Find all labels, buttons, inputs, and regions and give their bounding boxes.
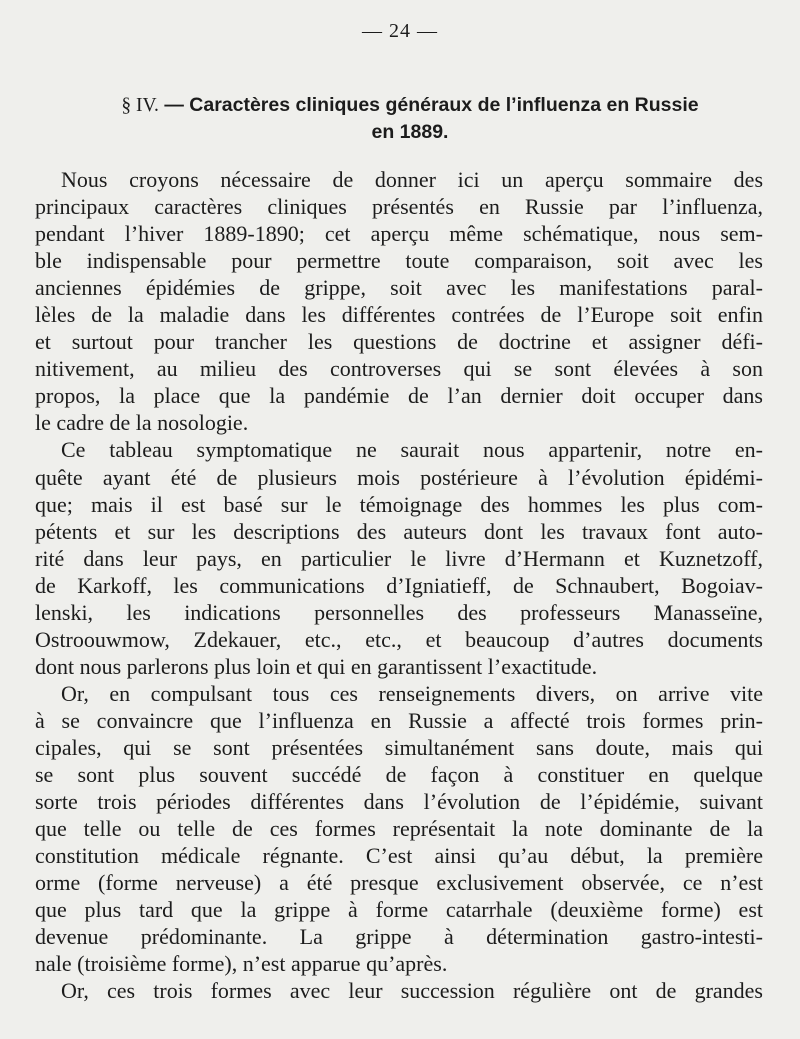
text-line: pétents et sur les descriptions des auteurs dont les travaux font auto- — [35, 518, 763, 544]
text-line: nitivement, au milieu des controverses qui se sont élevées à son — [35, 356, 763, 382]
text-line: Ostroouwmow, Zdekauer, etc., etc., et beaucoup d’autres documents — [35, 626, 763, 652]
text-line: propos, la place que la pandémie de l’an dernier doit occuper dans — [35, 383, 763, 409]
body-text — [35, 166, 763, 1004]
paragraph — [35, 436, 763, 679]
text-line: lèles de la maladie dans les différentes contrées de l’Europe soit enfin — [35, 302, 763, 328]
text-line: nale (troisième forme), n’est apparue qu’après. — [35, 951, 448, 977]
text-line: de Karkoff, les communications d’Igniatieff, de Schnaubert, Bogoiav- — [35, 572, 763, 598]
text-line: et surtout pour trancher les questions de doctrine et assigner défi- — [35, 329, 763, 355]
text-line: dont nous parlerons plus loin et qui en garantissent l’exactitude. — [35, 653, 598, 679]
text-line: Ce tableau symptomatique ne saurait nous appartenir, notre en- — [61, 437, 763, 463]
section-number: § IV. — [121, 95, 159, 116]
text-line: Or, ces trois formes avec leur succession régulière ont de grandes — [61, 978, 763, 1004]
text-line: Nous croyons nécessaire de donner ici un aperçu sommaire des — [61, 167, 763, 192]
text-line: lenski, les indications personnelles des professeurs Manasseïne, — [35, 599, 763, 625]
section-title-part-1: — Caractères cliniques généraux de l’influenza en Russie — [164, 94, 699, 116]
text-line: que; mais il est basé sur le témoignage des hommes les plus com- — [35, 491, 763, 517]
section-heading-line-1 — [60, 92, 760, 119]
text-line: orme (forme nerveuse) a été presque exclusivement observée, ce n’est — [35, 870, 763, 896]
section-title-part-2: en 1889. — [371, 121, 449, 143]
text-line: que telle ou telle de ces formes représentait la note dominante de la — [35, 816, 763, 842]
text-line: pendant l’hiver 1889-1890; cet aperçu même schématique, nous sem- — [35, 221, 763, 247]
text-line: anciennes épidémies de grippe, soit avec les manifestations paral- — [35, 275, 763, 301]
text-line: principaux caractères cliniques présentés en Russie par l’influenza, — [35, 194, 763, 220]
text-line: que plus tard que la grippe à forme catarrhale (deuxième forme) est — [35, 897, 763, 923]
paragraph — [35, 680, 763, 978]
text-line: constitution médicale régnante. C’est ainsi qu’au début, la première — [35, 843, 763, 869]
section-heading — [60, 92, 760, 146]
text-line: cipales, qui se sont présentées simultanément sans doute, mais qui — [35, 734, 763, 760]
text-line: rité dans leur pays, en particulier le livre d’Hermann et Kuznetzoff, — [35, 545, 763, 571]
text-line: devenue prédominante. La grippe à détermination gastro-intesti- — [35, 924, 763, 950]
text-line: sorte trois périodes différentes dans l’évolution de l’épidémie, suivant — [35, 789, 763, 815]
text-line: Or, en compulsant tous ces renseignements divers, on arrive vite — [61, 680, 763, 706]
text-line: quête ayant été de plusieurs mois postérieure à l’évolution épidémi- — [35, 464, 763, 490]
paragraph — [35, 977, 763, 1004]
paragraph — [35, 166, 763, 436]
page-number: — 24 — — [362, 20, 438, 42]
text-line: se sont plus souvent succédé de façon à constituer en quelque — [35, 762, 763, 788]
text-line: ble indispensable pour permettre toute comparaison, soit avec les — [35, 248, 763, 274]
text-line: à se convaincre que l’influenza en Russie a affecté trois formes prin- — [35, 707, 763, 733]
text-line: le cadre de la nosologie. — [35, 410, 249, 436]
